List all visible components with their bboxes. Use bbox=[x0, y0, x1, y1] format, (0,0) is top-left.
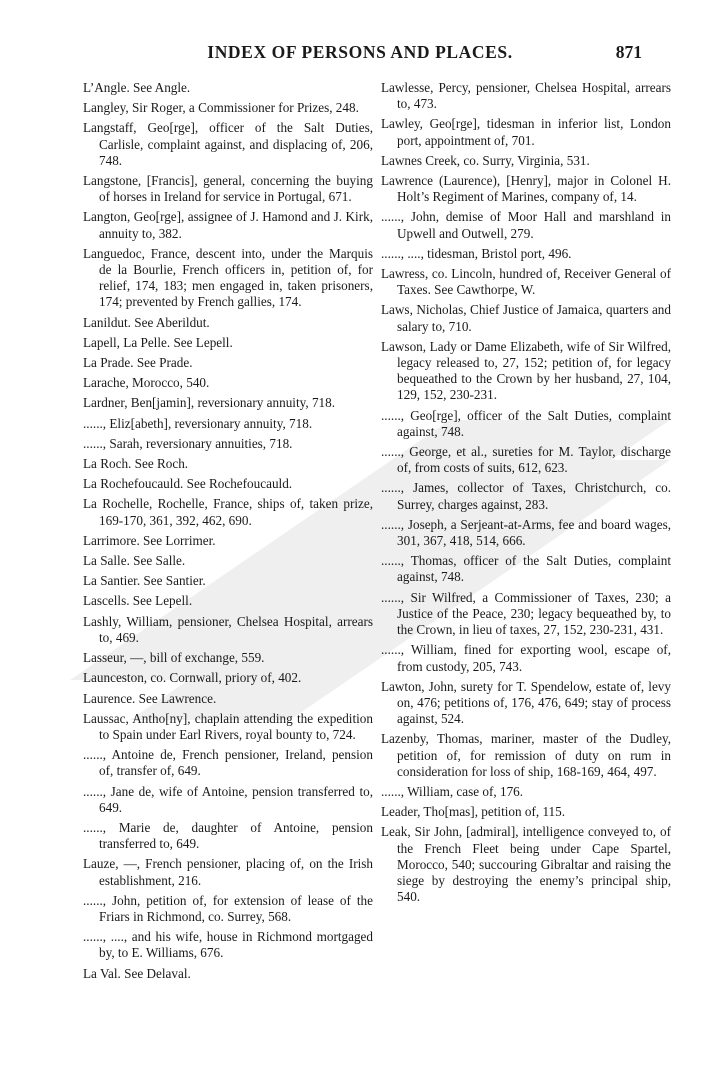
index-entry: Lawley, Geo[rge], tidesman in inferior list, London port, appointment of, 701. bbox=[381, 116, 671, 148]
index-entry: ......, George, et al., sureties for M. Taylor, discharge of, from costs of suits, 612, 623. bbox=[381, 444, 671, 476]
index-entry: Languedoc, France, descent into, under the Marquis de la Bourlie, French officers in, petition of, for relief, 174, 183; men engaged in, taken prisoners, 174; prevented by French gallies, 174. bbox=[83, 245, 373, 310]
index-entry: Leader, Tho[mas], petition of, 115. bbox=[381, 804, 566, 820]
page-number: 871 bbox=[615, 42, 642, 62]
index-entry: Lascells. See Lepell. bbox=[83, 593, 193, 609]
index-entry: Laurence. See Lawrence. bbox=[83, 690, 217, 706]
index-entry: La Val. See Delaval. bbox=[83, 965, 191, 981]
index-entry: ......, Eliz[abeth], reversionary annuity, 718. bbox=[83, 415, 313, 431]
index-entry: La Prade. See Prade. bbox=[83, 355, 193, 371]
index-entry: Lawress, co. Lincoln, hundred of, Receiver General of Taxes. See Cawthorpe, W. bbox=[381, 266, 671, 298]
index-entry: ......, William, fined for exporting wool, escape of, from custody, 205, 743. bbox=[381, 642, 671, 674]
index-entry: Laussac, Antho[ny], chaplain attending the expedition to Spain under Earl Rivers, royal bounty to, 724. bbox=[83, 710, 373, 742]
index-entry: ......, Thomas, officer of the Salt Duties, complaint against, 748. bbox=[381, 553, 671, 585]
index-entry: Laws, Nicholas, Chief Justice of Jamaica, quarters and salary to, 710. bbox=[381, 302, 671, 334]
index-entry: Lawlesse, Percy, pensioner, Chelsea Hospital, arrears to, 473. bbox=[381, 80, 671, 112]
left-index-column bbox=[83, 80, 373, 986]
index-entry: Lasseur, —, bill of exchange, 559. bbox=[83, 650, 265, 666]
index-entry: L’Angle. See Angle. bbox=[83, 80, 191, 95]
index-entry: Lawnes Creek, co. Surry, Virginia, 531. bbox=[381, 152, 590, 168]
index-entry: ......, John, demise of Moor Hall and marshland in Upwell and Outwell, 279. bbox=[381, 209, 671, 241]
index-entry: Lauze, —, French pensioner, placing of, on the Irish establishment, 216. bbox=[83, 856, 373, 888]
index-entry: ......, ...., and his wife, house in Richmond mortgaged by, to E. Williams, 676. bbox=[83, 929, 373, 961]
index-entry: ......, Antoine de, French pensioner, Ireland, pension of, transfer of, 649. bbox=[83, 747, 373, 779]
index-entry: Langstone, [Francis], general, concerning the buying of horses in Ireland for service in Portugal, 671. bbox=[83, 173, 373, 205]
index-entry: La Salle. See Salle. bbox=[83, 553, 186, 569]
index-entry: Leak, Sir John, [admiral], intelligence conveyed to, of the French Fleet being under Cape Spartel, Morocco, 540; succouring Gibraltar and raising the siege by destroying the enemy’s principal ship, 540. bbox=[381, 824, 671, 905]
index-entry: Langton, Geo[rge], assignee of J. Hamond and J. Kirk, annuity to, 382. bbox=[83, 209, 373, 241]
index-entry: La Rochelle, Rochelle, France, ships of, taken prize, 169-170, 361, 392, 462, 690. bbox=[83, 496, 373, 528]
index-entry: La Roch. See Roch. bbox=[83, 456, 189, 472]
index-entry: Larrimore. See Lorrimer. bbox=[83, 532, 216, 548]
index-entry: ......, Geo[rge], officer of the Salt Duties, complaint against, 748. bbox=[381, 407, 671, 439]
index-entry: Larache, Morocco, 540. bbox=[83, 375, 210, 391]
index-entry: Lawson, Lady or Dame Elizabeth, wife of Sir Wilfred, legacy released to, 27, 152; petition of, for legacy bequeathed to the Crown by her husband, 27, 104, 129, 152, 230-231. bbox=[381, 338, 671, 403]
page-title: INDEX OF PERSONS AND PLACES. bbox=[207, 42, 513, 62]
index-entry: Lardner, Ben[jamin], reversionary annuity, 718. bbox=[83, 395, 336, 411]
index-entry: ......, Sir Wilfred, a Commissioner of Taxes, 230; a Justice of the Peace, 230; legacy bequeathed by, to the Crown, in lieu of taxes, 27, 152, 230-231, 431. bbox=[381, 589, 671, 638]
index-entry: ......, William, case of, 176. bbox=[381, 783, 524, 799]
index-entry: ......, ...., tidesman, Bristol port, 496. bbox=[381, 245, 572, 261]
index-entry: ......, Jane de, wife of Antoine, pension transferred to, 649. bbox=[83, 783, 373, 815]
index-entry: La Rochefoucauld. See Rochefoucauld. bbox=[83, 476, 293, 492]
index-entry: Langley, Sir Roger, a Commissioner for Prizes, 248. bbox=[83, 100, 359, 116]
running-head bbox=[0, 42, 720, 68]
index-entry: ......, John, petition of, for extension of lease of the Friars in Richmond, co. Surrey, 568. bbox=[83, 892, 373, 924]
index-entry: Launceston, co. Cornwall, priory of, 402. bbox=[83, 670, 302, 686]
index-entry: ......, Sarah, reversionary annuities, 718. bbox=[83, 435, 293, 451]
index-entry: Lawrence (Laurence), [Henry], major in Colonel H. Holt’s Regiment of Marines, company of, 14. bbox=[381, 173, 671, 205]
index-entry: ......, James, collector of Taxes, Christchurch, co. Surrey, charges against, 283. bbox=[381, 480, 671, 512]
index-entry: Langstaff, Geo[rge], officer of the Salt Duties, Carlisle, complaint against, and displacing of, 206, 748. bbox=[83, 120, 373, 168]
index-entry: Lawton, John, surety for T. Spendelow, estate of, levy on, 476; petitions of, 176, 476, 649; stay of process against, 524. bbox=[381, 678, 671, 727]
index-entry: ......, Marie de, daughter of Antoine, pension transferred to, 649. bbox=[83, 819, 373, 852]
index-entry: Lanildut. See Aberildut. bbox=[83, 314, 210, 330]
index-entry: Lashly, William, pensioner, Chelsea Hospital, arrears to, 469. bbox=[83, 613, 373, 645]
index-entry: La Santier. See Santier. bbox=[83, 573, 206, 589]
index-entry: ......, Joseph, a Serjeant-at-Arms, fee and board wages, 301, 367, 418, 514, 666. bbox=[381, 516, 671, 549]
right-index-column bbox=[381, 80, 671, 909]
index-entry: Lapell, La Pelle. See Lepell. bbox=[83, 334, 233, 350]
index-entry: Lazenby, Thomas, mariner, master of the Dudley, petition of, for remission of duty on rum in consideration for loss of ship, 168-169, 464, 497. bbox=[381, 731, 671, 779]
